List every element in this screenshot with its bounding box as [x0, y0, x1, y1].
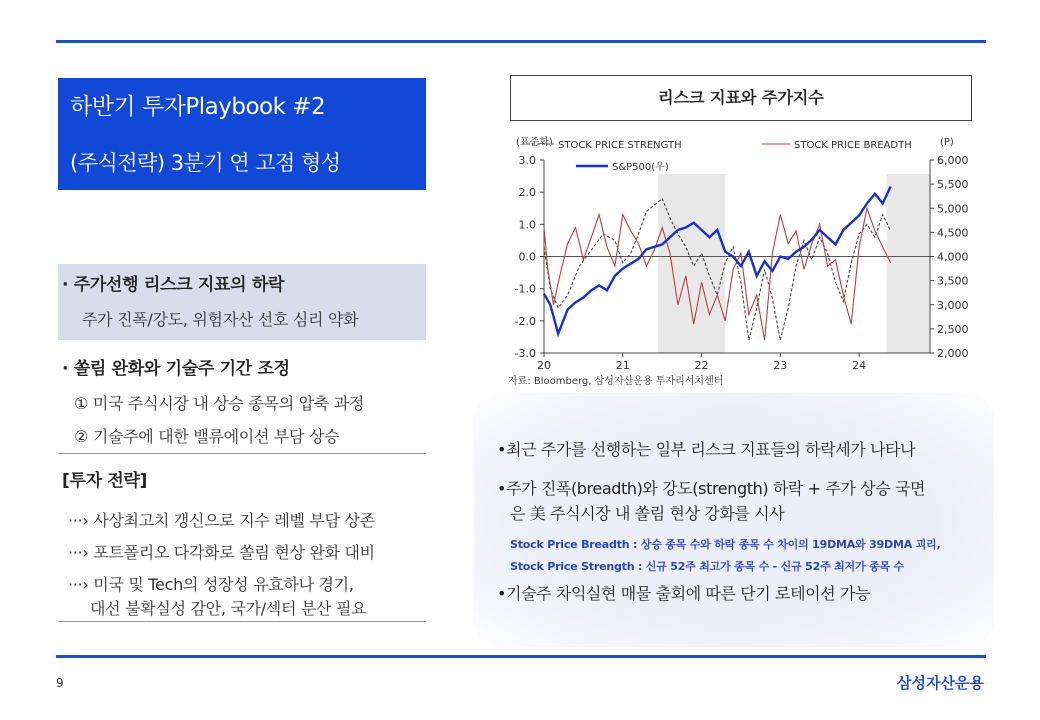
left-unit-label: (표준화)	[516, 137, 553, 148]
divider-1	[58, 453, 426, 454]
bullet-3: •기술주 차익실현 매물 출회에 따른 단기 로테이션 가능	[497, 584, 871, 603]
note-breadth: Stock Price Breadth : 상승 종목 수와 하락 종목 수 차이의 19DMA와 39DMA 괴리,	[510, 538, 941, 551]
bullet-2-cont: 은 美 주식시장 내 쏠림 현상 강화를 시사	[510, 504, 785, 523]
section-3-heading: [투자 전략]	[62, 471, 148, 491]
x-tick-label: 20	[537, 359, 551, 372]
top-rule	[56, 40, 986, 43]
right-tick-label: 5,500	[937, 178, 969, 192]
legend-label-1: STOCK PRICE BREADTH	[794, 140, 912, 151]
strategy-item-1: ···› 사상최고치 갱신으로 지수 레벨 부담 상존	[68, 511, 375, 530]
left-tick-label: 2.0	[518, 186, 536, 200]
x-tick-label: 23	[773, 359, 788, 372]
divider-2	[58, 621, 426, 622]
right-tick-label: 2,000	[937, 347, 969, 360]
right-tick-label: 2,500	[937, 322, 969, 336]
page-subtitle: (주식전략) 3분기 연 고점 형성	[70, 151, 341, 175]
left-tick-label: -3.0	[514, 347, 536, 360]
left-tick-label: -1.0	[514, 282, 536, 296]
x-tick-label: 24	[852, 359, 867, 372]
section-2-item-2: ② 기술주에 대한 밸류에이션 부담 상승	[74, 427, 340, 446]
strategy-item-3: ···› 미국 및 Tech의 성장성 유효하나 경기,	[68, 575, 354, 594]
section-2-item-1: ① 미국 주식시장 내 상승 종목의 압축 과정	[74, 394, 365, 413]
right-tick-label: 4,000	[937, 250, 969, 264]
section-2-heading: · 쏠림 완화와 기술주 기간 조정	[62, 359, 290, 379]
shaded-region-0	[658, 174, 725, 353]
x-tick-label: 21	[615, 359, 630, 372]
right-tick-label: 3,000	[937, 298, 969, 312]
legend-label-0: STOCK PRICE STRENGTH	[558, 140, 682, 151]
note-strength: Stock Price Strength : 신규 52주 최고가 종목 수 - 신규 52주 최저가 종목 수	[510, 560, 904, 573]
chart-title: 리스크 지표와 주가지수	[510, 75, 972, 121]
section-1-heading: · 주가선행 리스크 지표의 하락	[62, 275, 285, 295]
chart-source: 자료: Bloomberg, 삼성자산운용 투자리서치센터	[508, 376, 724, 387]
shaded-region-1	[887, 174, 930, 353]
strategy-item-3-cont: 대선 불확실성 감안, 국가/섹터 분산 필요	[90, 599, 367, 618]
risk-indicator-chart	[500, 130, 1020, 390]
right-tick-label: 3,500	[937, 274, 969, 288]
bottom-rule	[56, 655, 986, 658]
title-box	[58, 78, 426, 190]
x-tick-label: 22	[694, 359, 709, 372]
bullet-2: •주가 진폭(breadth)와 강도(strength) 하락 + 주가 상승 국면	[497, 479, 926, 498]
left-tick-label: -2.0	[514, 314, 536, 328]
legend-label-2: S&P500(우)	[612, 162, 669, 173]
left-tick-label: 3.0	[518, 154, 536, 167]
page-number: 9	[56, 676, 64, 690]
page-title: 하반기 투자Playbook #2	[70, 94, 326, 120]
right-tick-label: 4,500	[937, 226, 969, 240]
left-tick-label: 0.0	[518, 250, 536, 264]
strategy-item-2: ···› 포트폴리오 다각화로 쏠림 현상 완화 대비	[68, 543, 375, 562]
left-tick-label: 1.0	[518, 218, 536, 232]
bullet-1: •최근 주가를 선행하는 일부 리스크 지표들의 하락세가 나타나	[497, 440, 916, 459]
brand-logo-text: 삼성자산운용	[897, 674, 984, 692]
right-tick-label: 5,000	[937, 202, 969, 216]
section-1-item: 주가 진폭/강도, 위험자산 선호 심리 약화	[82, 310, 359, 329]
right-unit-label: (P)	[940, 137, 954, 148]
right-tick-label: 6,000	[937, 154, 969, 167]
